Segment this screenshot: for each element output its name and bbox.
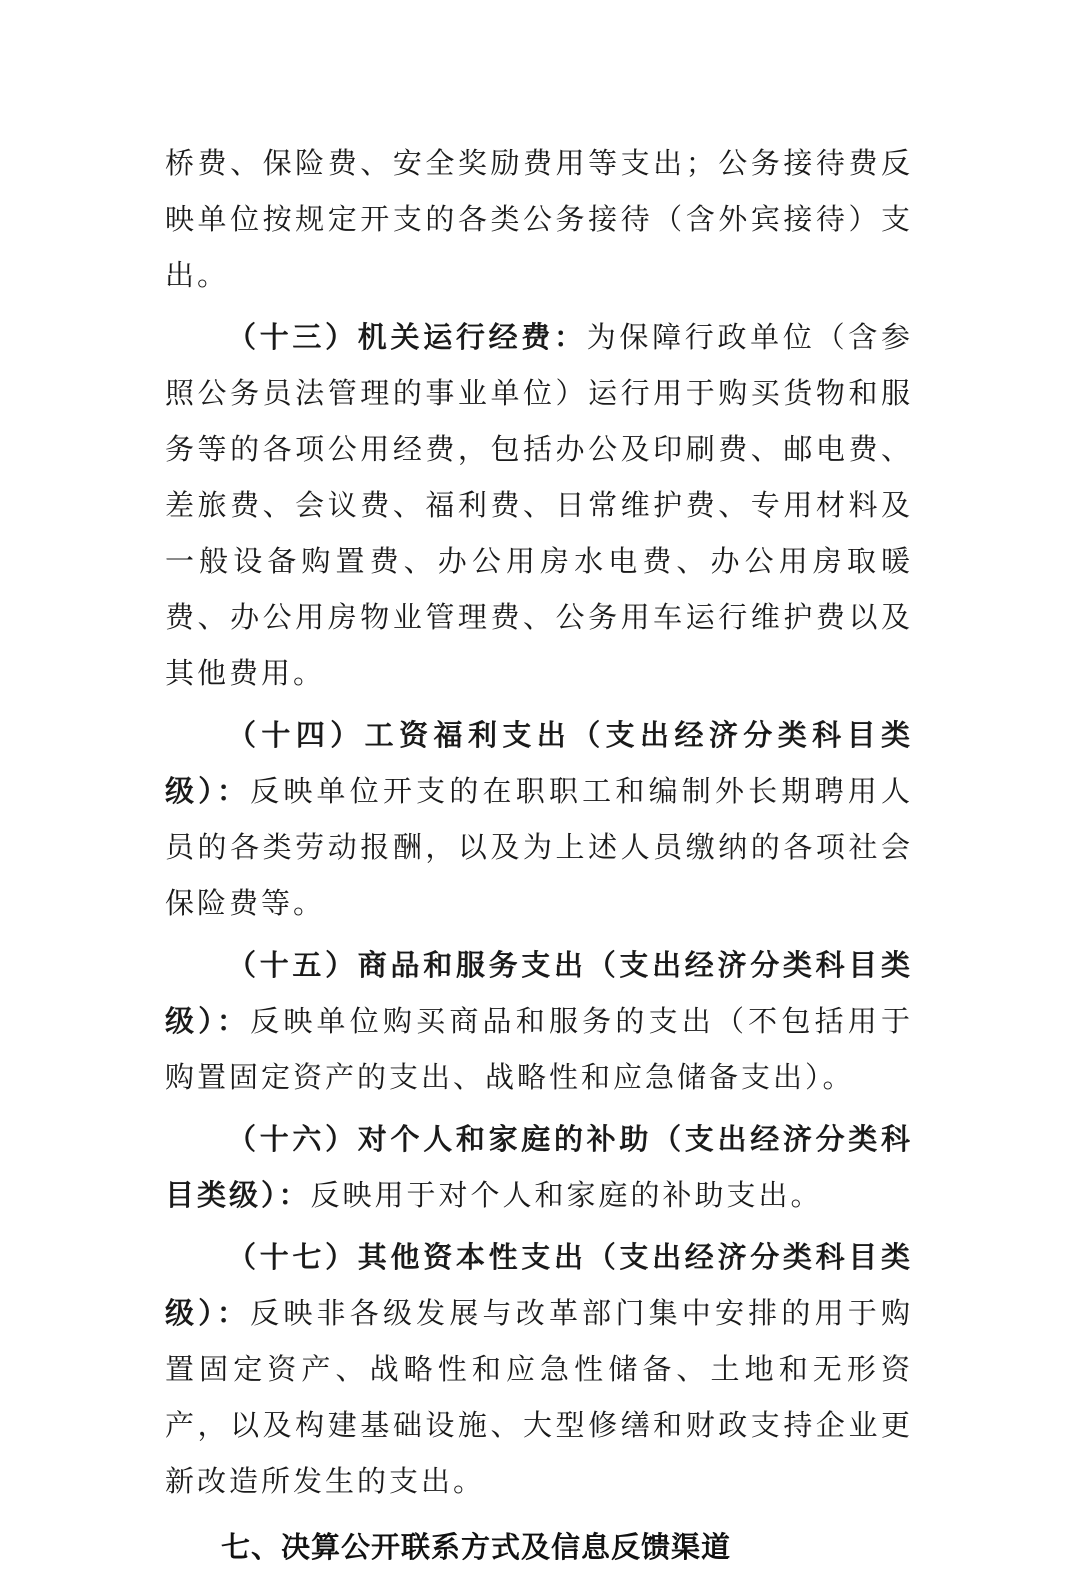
paragraph-text: 反映单位开支的在职职工和编制外长期聘用人员的各类劳动报酬，以及为上述人员缴纳的各项社会保险费等。 <box>165 774 913 920</box>
paragraph-text: 反映用于对个人和家庭的补助支出。 <box>310 1178 823 1212</box>
paragraph-item-17 <box>165 1229 913 1509</box>
paragraph-text: 为保障行政单位（含参照公务员法管理的事业单位）运行用于购买货物和服务等的各项公用经费，包括办公及印刷费、邮电费、差旅费、会议费、福利费、日常维护费、专用材料及一般设备购置费、办公用房水电费、办公用房取暖费、办公用房物业管理费、公务用车运行维护费以及其他费用。 <box>165 320 913 690</box>
section-heading: 七、决算公开联系方式及信息反馈渠道 <box>221 1530 732 1564</box>
paragraph-term: （十三）机关运行经费： <box>227 320 587 354</box>
paragraph-text: 反映单位购买商品和服务的支出（不包括用于购置固定资产的支出、战略性和应急储备支出）。 <box>165 1004 913 1094</box>
paragraph-term: （十六）对个人和家庭的补助（支出经济分类科目类级）： <box>165 1122 913 1212</box>
paragraph-item-15 <box>165 937 913 1105</box>
paragraph-item-14 <box>165 707 913 931</box>
paragraph-item-13 <box>165 309 913 701</box>
document-body <box>165 135 913 1575</box>
paragraph-continuation <box>165 135 913 303</box>
paragraph-text: 反映非各级发展与改革部门集中安排的用于购置固定资产、战略性和应急性储备、土地和无形资产，以及构建基础设施、大型修缮和财政支持企业更新改造所发生的支出。 <box>165 1296 913 1498</box>
paragraph-item-16 <box>165 1111 913 1223</box>
paragraph-text: 桥费、保险费、安全奖励费用等支出；公务接待费反映单位按规定开支的各类公务接待（含外宾接待）支出。 <box>165 146 913 292</box>
paragraph-term: （十四）工资福利支出（支出经济分类科目类级）： <box>165 718 913 808</box>
paragraph-term: （十七）其他资本性支出（支出经济分类科目类级）： <box>165 1240 913 1330</box>
paragraph-term: （十五）商品和服务支出（支出经济分类科目类级）： <box>165 948 913 1038</box>
